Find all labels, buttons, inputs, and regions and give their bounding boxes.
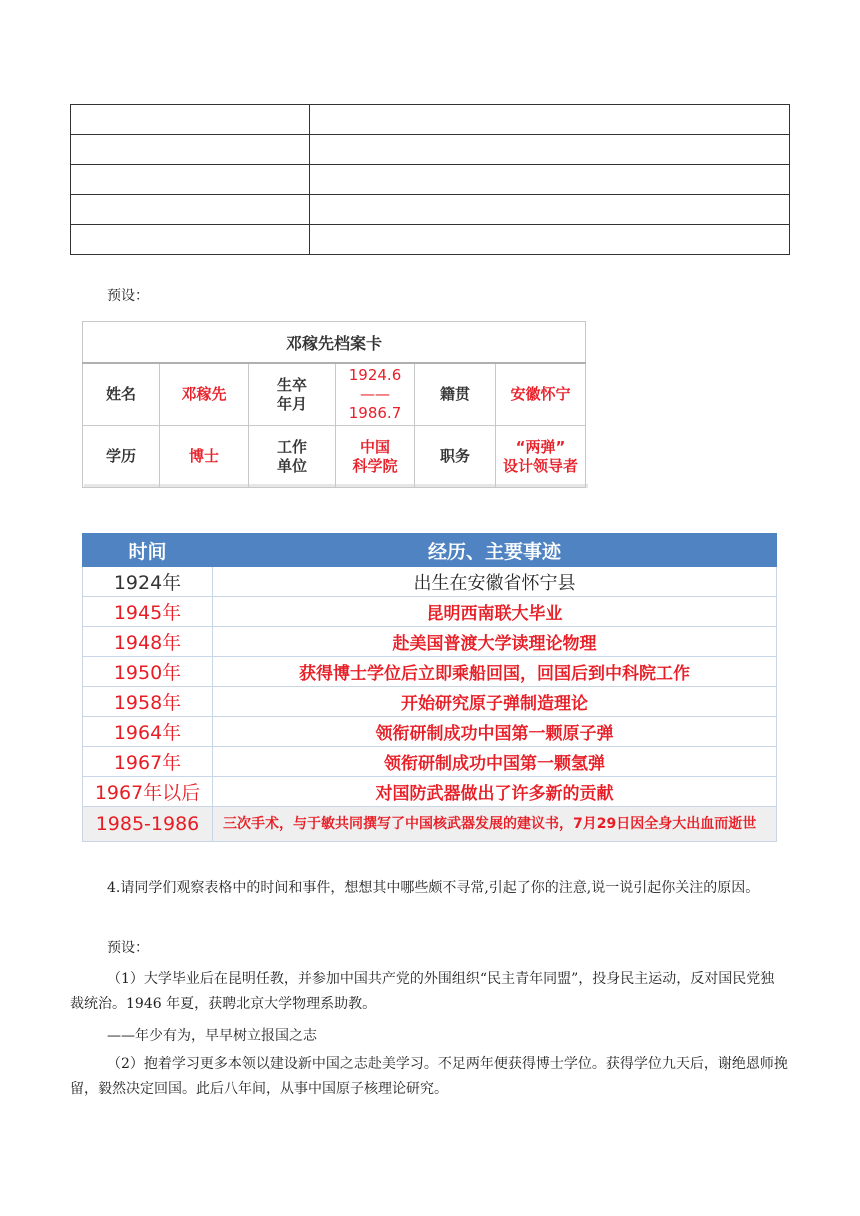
header-time: 时间 [83, 534, 213, 567]
timeline-year: 1985-1986 [83, 807, 213, 842]
timeline-table [82, 533, 777, 842]
education-label: 学历 [83, 426, 160, 488]
table-row [83, 687, 777, 717]
empty-table [70, 104, 790, 255]
position-label: 职务 [415, 426, 496, 488]
work-label-line1: 工作 [276, 437, 307, 456]
dates-value [336, 363, 415, 426]
origin-label: 籍贯 [415, 363, 496, 426]
death-date: 1986.7 [348, 404, 402, 422]
timeline-year: 1950年 [83, 657, 213, 687]
table-row [71, 165, 790, 195]
question-text: 4.请同学们观察表格中的时间和事件，想想其中哪些颇不寻常,引起了你的注意,说一说引起你关注的原因。 [107, 880, 760, 896]
header-events: 经历、主要事迹 [213, 534, 777, 567]
preset-label: 预设： [107, 288, 149, 304]
table-cell [71, 105, 310, 135]
education-value: 博士 [160, 426, 249, 488]
table-cell [310, 105, 790, 135]
table-cell [310, 165, 790, 195]
birth-date: 1924.6 [348, 366, 402, 384]
table-row [83, 657, 777, 687]
preset-label-2: 预设： [107, 940, 149, 956]
table-row [71, 105, 790, 135]
answer-1-note: ——年少有为，早早树立报国之志 [107, 1028, 317, 1044]
answer-1: （1）大学毕业后在昆明任教，并参加中国共产党的外围组织“民主青年同盟”，投身民主运动，反对国民党独裁统治。1946 年夏，获聘北京大学物理系助教。 [70, 971, 775, 1012]
table-cell [71, 135, 310, 165]
table-row [71, 135, 790, 165]
timeline-event: 三次手术，与于敏共同撰写了中国核武器发展的建议书，7月29日因全身大出血而逝世 [213, 807, 777, 842]
table-cell [310, 195, 790, 225]
table-row [83, 567, 777, 597]
card-title: 邓稼先档案卡 [83, 322, 586, 364]
dates-label-line2: 年月 [276, 394, 307, 413]
timeline-year: 1945年 [83, 597, 213, 627]
table-cell [71, 195, 310, 225]
timeline-event: 对国防武器做出了许多新的贡献 [213, 777, 777, 807]
timeline-event: 昆明西南联大毕业 [213, 597, 777, 627]
origin-value: 安徽怀宁 [496, 363, 586, 426]
timeline-year: 1958年 [83, 687, 213, 717]
table-row [71, 195, 790, 225]
profile-card [82, 321, 586, 488]
timeline-event: 获得博士学位后立即乘船回国，回国后到中科院工作 [213, 657, 777, 687]
table-row [83, 627, 777, 657]
name-value: 邓稼先 [160, 363, 249, 426]
timeline-event: 赴美国普渡大学读理论物理 [213, 627, 777, 657]
table-row [83, 597, 777, 627]
position-value [496, 426, 586, 488]
timeline-event: 领衔研制成功中国第一颗原子弹 [213, 717, 777, 747]
timeline-event: 开始研究原子弹制造理论 [213, 687, 777, 717]
answer-2: （2）抱着学习更多本领以建设新中国之志赴美学习。不足两年便获得博士学位。获得学位九天后，谢绝恩师挽留，毅然决定回国。此后八年间，从事中国原子核理论研究。 [70, 1056, 788, 1097]
timeline-year: 1964年 [83, 717, 213, 747]
table-cell [71, 225, 310, 255]
position-value-line2: 设计领导者 [502, 456, 578, 475]
timeline-header [83, 534, 777, 567]
table-row [83, 807, 777, 842]
table-row [71, 225, 790, 255]
timeline-year: 1967年以后 [83, 777, 213, 807]
position-value-line1: “两弹” [515, 437, 566, 456]
timeline-event: 领衔研制成功中国第一颗氢弹 [213, 747, 777, 777]
work-value [336, 426, 415, 488]
work-label [249, 426, 336, 488]
table-cell [71, 165, 310, 195]
work-label-line2: 单位 [276, 456, 307, 475]
table-cell [310, 225, 790, 255]
table-row [83, 747, 777, 777]
timeline-year: 1924年 [83, 567, 213, 597]
timeline-year: 1948年 [83, 627, 213, 657]
name-label: 姓名 [83, 363, 160, 426]
work-value-line2: 科学院 [352, 456, 398, 475]
timeline-year: 1967年 [83, 747, 213, 777]
dates-label-line1: 生卒 [276, 375, 307, 394]
table-cell [310, 135, 790, 165]
table-row [83, 717, 777, 747]
table-row [83, 777, 777, 807]
date-dash: —— [360, 385, 390, 403]
dates-label [249, 363, 336, 426]
work-value-line1: 中国 [359, 437, 390, 456]
timeline-event: 出生在安徽省怀宁县 [213, 567, 777, 597]
